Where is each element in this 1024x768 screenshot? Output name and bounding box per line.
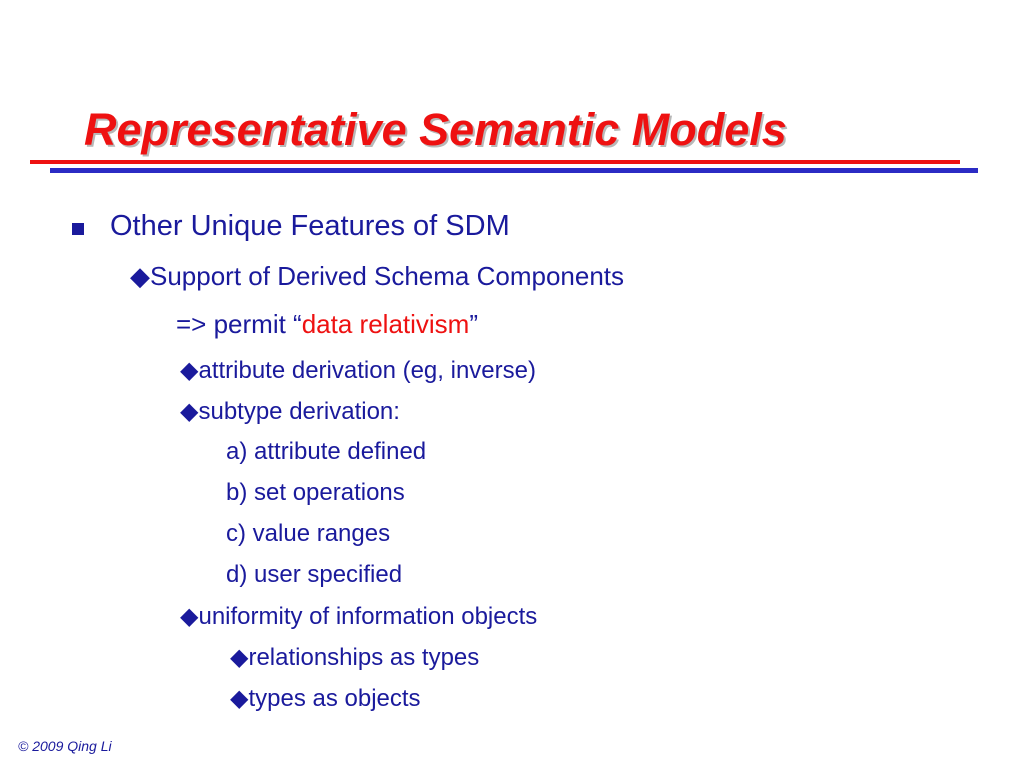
square-bullet-icon bbox=[72, 223, 84, 235]
title-underline-red bbox=[30, 160, 960, 164]
bullet-permit-data-relativism bbox=[176, 309, 478, 340]
bullet-other-unique-features: Other Unique Features of SDM bbox=[110, 210, 510, 242]
data-relativism-highlight: data relativism bbox=[301, 309, 470, 339]
bullet-text: attribute derivation (eg, inverse) bbox=[198, 357, 536, 384]
diamond-bullet-icon: ◆ bbox=[230, 644, 249, 671]
diamond-bullet-icon: ◆ bbox=[180, 603, 199, 630]
copyright-footer: © 2009 Qing Li bbox=[18, 738, 112, 754]
bullet-relationships-as-types bbox=[230, 643, 479, 672]
title-underline-blue bbox=[50, 168, 978, 173]
permit-suffix: ” bbox=[469, 309, 479, 339]
bullet-text: types as objects bbox=[248, 685, 421, 712]
item-value-ranges: c) value ranges bbox=[226, 520, 391, 547]
bullet-text: relationships as types bbox=[248, 644, 480, 671]
bullet-attribute-derivation bbox=[180, 356, 536, 385]
bullet-text: subtype derivation: bbox=[198, 398, 400, 425]
bullet-text: Support of Derived Schema Components bbox=[150, 261, 625, 291]
item-user-specified: d) user specified bbox=[226, 561, 403, 588]
item-attribute-defined: a) attribute defined bbox=[226, 438, 427, 465]
diamond-bullet-icon: ◆ bbox=[180, 357, 199, 384]
diamond-bullet-icon: ◆ bbox=[130, 261, 150, 291]
bullet-types-as-objects bbox=[230, 684, 421, 713]
bullet-support-derived-schema bbox=[130, 261, 624, 292]
bullet-uniformity-information-objects bbox=[180, 602, 537, 631]
diamond-bullet-icon: ◆ bbox=[180, 398, 199, 425]
bullet-subtype-derivation bbox=[180, 397, 400, 426]
bullet-text: uniformity of information objects bbox=[198, 603, 538, 630]
slide-title: Representative Semantic Models bbox=[84, 104, 787, 155]
diamond-bullet-icon: ◆ bbox=[230, 685, 249, 712]
permit-prefix: => permit “ bbox=[176, 309, 302, 339]
item-set-operations: b) set operations bbox=[226, 479, 405, 506]
